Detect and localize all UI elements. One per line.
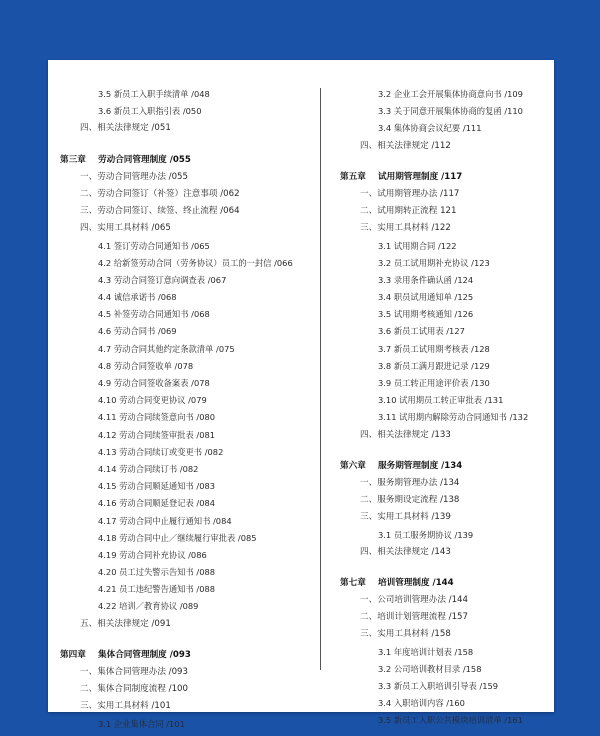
toc-subsection-entry: 4.6 劳动合同书 /069 <box>98 326 177 337</box>
toc-subsection-entry: 3.4 入职培训内容 /160 <box>378 698 465 709</box>
toc-section-entry: 一、集体合同管理办法 /093 <box>80 667 188 677</box>
toc-subsection-entry: 4.21 员工违纪警告通知书 /088 <box>98 584 216 595</box>
toc-subsection-entry: 4.22 培训／教育协议 /089 <box>98 601 199 612</box>
chapter-number: 第六章 <box>340 460 366 471</box>
toc-section-entry: 二、劳动合同签订（补签）注意事项 /062 <box>80 188 240 199</box>
toc-subsection-entry: 4.4 诚信承诺书 /068 <box>98 292 177 303</box>
toc-subsection-entry: 3.3 新员工入职培训引导表 /159 <box>378 681 499 691</box>
toc-subsection-entry: 4.3 劳动合同签订意向调查表 /067 <box>98 274 227 285</box>
spacer <box>340 444 550 458</box>
toc-section-entry: 四、实用工具材料 /065 <box>80 223 171 234</box>
toc-subsection-entry: 3.5 新员工入职手续清单 /048 <box>98 89 210 99</box>
toc-subsection-entry: 4.19 劳动合同补充协议 /086 <box>98 549 207 560</box>
toc-subsection-entry: 4.17 劳动合同中止履行通知书 /084 <box>98 515 232 526</box>
toc-section-entry: 四、相关法律规定 /051 <box>80 123 171 134</box>
chapter-heading <box>340 458 550 475</box>
toc-subsection-entry: 3.1 试用期合同 /122 <box>378 240 457 251</box>
chapter-title: 劳动合同管理制度 /055 <box>98 154 191 165</box>
toc-subsection-entry: 4.18 劳动合同中止／继续履行审批表 /085 <box>98 532 257 543</box>
toc-section-entry: 一、服务期管理办法 /134 <box>360 477 460 488</box>
spacer <box>60 633 316 647</box>
toc-section-entry: 一、劳动合同管理办法 /055 <box>80 171 188 182</box>
toc-section-entry: 二、试用期转正流程 121 <box>360 206 457 217</box>
chapter-heading <box>340 169 550 186</box>
toc-subsection-entry: 3.1 年度培训计划表 /158 <box>378 646 474 657</box>
toc-subsection-entry: 3.7 新员工试用期考核表 /128 <box>378 343 490 354</box>
spacer <box>60 138 316 152</box>
toc-subsection-entry: 3.1 企业集体合同 /101 <box>98 718 185 729</box>
toc-subsection-entry: 3.6 新员工试用表 /127 <box>378 326 465 337</box>
column-divider <box>320 88 321 670</box>
toc-subsection-entry: 3.2 公司培训教材目录 /158 <box>378 663 482 674</box>
toc-subsection-entry: 4.20 员工过失警示告知书 /088 <box>98 567 216 578</box>
toc-subsection-entry: 4.14 劳动合同续订书 /082 <box>98 463 199 474</box>
toc-subsection-entry: 3.10 试用期员工转正审批表 /131 <box>378 395 504 406</box>
toc-subsection-entry: 3.4 职员试用通知单 /125 <box>378 292 474 303</box>
toc-subsection-entry: 3.2 员工试用期补充协议 /123 <box>378 257 490 268</box>
spacer <box>340 155 550 169</box>
toc-section-entry: 五、相关法律规定 /091 <box>80 618 171 629</box>
toc-section-entry: 四、相关法律规定 /133 <box>360 429 451 440</box>
toc-subsection-entry: 3.5 新员工入职公共模块培训清单 /161 <box>378 715 523 726</box>
toc-left-column <box>60 86 316 733</box>
toc-section-entry: 三、实用工具材料 /101 <box>80 701 171 712</box>
toc-subsection-entry: 3.3 录用条件确认函 /124 <box>378 274 474 285</box>
toc-subsection-entry: 3.2 企业工会开展集体协商意向书 /109 <box>378 89 523 99</box>
toc-section-entry: 二、集体合同制度流程 /100 <box>80 684 188 695</box>
chapter-heading <box>60 647 316 664</box>
toc-section-entry: 三、实用工具材料 /122 <box>360 223 451 234</box>
toc-subsection-entry: 4.9 劳动合同签收备案表 /078 <box>98 378 210 388</box>
chapter-heading <box>60 152 316 169</box>
toc-subsection-entry: 3.9 员工转正用途评价表 /130 <box>378 378 490 388</box>
toc-subsection-entry: 3.6 新员工入职指引表 /050 <box>98 106 202 117</box>
chapter-heading <box>340 575 550 592</box>
toc-section-entry: 三、实用工具材料 /158 <box>360 629 451 640</box>
toc-right-column <box>340 86 550 730</box>
toc-section-entry: 一、试用期管理办法 /117 <box>360 188 460 199</box>
spacer <box>340 561 550 575</box>
toc-subsection-entry: 4.2 给新签劳动合同（劳务协议）员工的一封信 /066 <box>98 257 293 268</box>
toc-subsection-entry: 4.5 补签劳动合同通知书 /068 <box>98 309 210 320</box>
toc-subsection-entry: 4.12 劳动合同续签审批表 /081 <box>98 429 216 440</box>
toc-subsection-entry: 3.5 试用期考核通知 /126 <box>378 309 474 320</box>
toc-section-entry: 二、培训计划管理流程 /157 <box>360 612 468 623</box>
chapter-title: 集体合同管理制度 /093 <box>98 649 191 660</box>
toc-subsection-entry: 3.4 集体协商会议纪要 /111 <box>378 123 482 134</box>
chapter-title: 试用期管理制度 /117 <box>378 171 463 182</box>
toc-subsection-entry: 4.13 劳动合同续订或变更书 /082 <box>98 446 224 457</box>
chapter-number: 第七章 <box>340 577 366 588</box>
chapter-title: 服务期管理制度 /134 <box>378 460 463 471</box>
chapter-number: 第五章 <box>340 171 366 182</box>
toc-subsection-entry: 3.1 员工服务期协议 /139 <box>378 529 474 540</box>
toc-subsection-entry: 4.8 劳动合同签收单 /078 <box>98 360 194 371</box>
chapter-number: 第三章 <box>60 154 86 165</box>
toc-section-entry: 一、公司培训管理办法 /144 <box>360 595 468 606</box>
toc-section-entry: 四、相关法律规定 /143 <box>360 546 451 557</box>
toc-section-entry: 三、实用工具材料 /139 <box>360 512 451 523</box>
toc-subsection-entry: 4.11 劳动合同续签意向书 /080 <box>98 412 216 423</box>
toc-subsection-entry: 3.3 关于同意开展集体协商的复函 /110 <box>378 106 523 117</box>
toc-section-entry: 二、服务期设定流程 /138 <box>360 495 460 506</box>
chapter-number: 第四章 <box>60 649 86 660</box>
toc-section-entry: 三、劳动合同签订、续签、终止流程 /064 <box>80 206 240 217</box>
chapter-title: 培训管理制度 /144 <box>378 577 454 588</box>
toc-subsection-entry: 4.1 签订劳动合同通知书 /065 <box>98 240 210 251</box>
toc-subsection-entry: 4.16 劳动合同顺延登记表 /084 <box>98 498 216 509</box>
toc-subsection-entry: 4.15 劳动合同顺延通知书 /083 <box>98 481 216 492</box>
toc-subsection-entry: 4.10 劳动合同变更协议 /079 <box>98 395 207 406</box>
toc-subsection-entry: 3.8 新员工满月跟进记录 /129 <box>378 360 490 371</box>
toc-section-entry: 四、相关法律规定 /112 <box>360 140 451 151</box>
toc-subsection-entry: 4.7 劳动合同其他约定条款清单 /075 <box>98 343 235 354</box>
toc-subsection-entry: 3.11 试用期内解除劳动合同通知书 /132 <box>378 412 529 423</box>
